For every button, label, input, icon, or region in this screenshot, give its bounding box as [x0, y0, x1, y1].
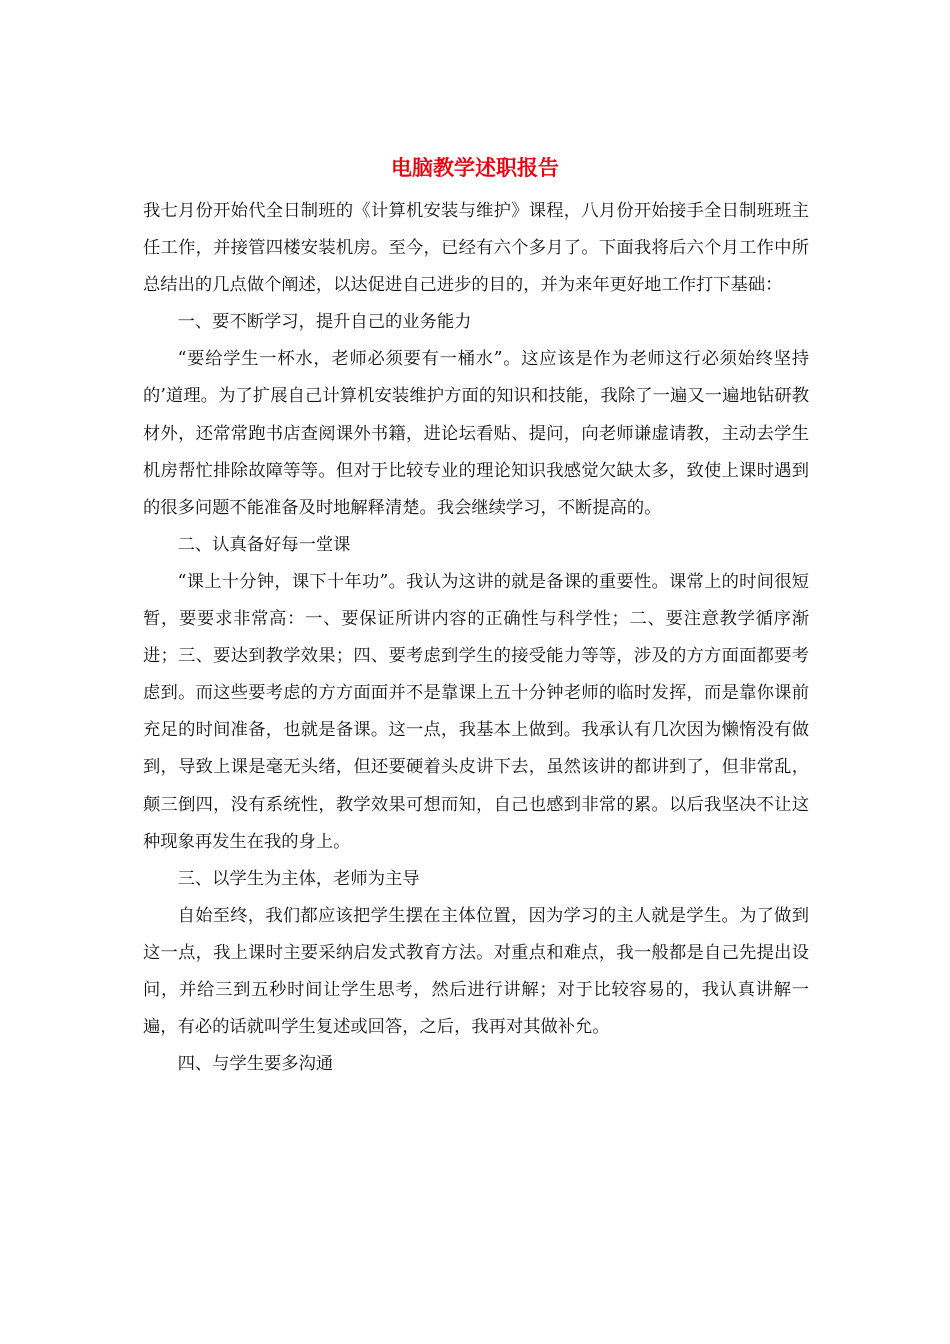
section-heading-1: 一、要不断学习，提升自己的业务能力 [177, 312, 472, 333]
section-heading-2: 二、认真备好每一堂课 [177, 534, 351, 555]
section-paragraph-1: “要给学生一杯水，老师必须要有一桶水”。这应该是作为老师这行必须始终坚持的’道理。为了扩展自己计算机安装维护方面的知识和技能，我除了一遍又一遍地钻研教材外，还常常跑书店查阅课外书籍，进论坛看贴、提问，向老师谦虚请教，主动去学生机房帮忙排除故障等等。但对于比较专业的理论知识我感觉欠缺太多，致使上课时遇到的很多问题不能准备及时地解释清楚。我会继续学习，不断提高的。 [143, 349, 809, 518]
document-body [143, 193, 809, 1083]
document-title: 电脑教学述职报告 [391, 155, 559, 180]
section-paragraph-2: “课上十分钟，课下十年功”。我认为这讲的就是备课的重要性。课常上的时间很短暂，要要求非常高：一、要保证所讲内容的正确性与科学性；二、要注意教学循序渐进；三、要达到教学效果；四、要考虑到学生的接受能力等等，涉及的方方面面都要考虑到。而这些要考虑的方方面面并不是靠课上五十分钟老师的临时发挥，而是靠你课前充足的时间准备，也就是备课。这一点，我基本上做到。我承认有几次因为懒惰没有做到，导致上课是毫无头绪，但还要硬着头皮讲下去，虽然该讲的都讲到了，但非常乱，颠三倒四，没有系统性，教学效果可想而知，自己也感到非常的累。以后我坚决不让这种现象再发生在我的身上。 [143, 571, 809, 852]
intro-paragraph: 我七月份开始代全日制班的《计算机安装与维护》课程，八月份开始接手全日制班班主任工作，并接管四楼安装机房。至今，已经有六个多月了。下面我将后六个月工作中所总结出的几点做个阐述，以达促进自己进步的目的，并为来年更好地工作打下基础： [143, 201, 809, 296]
section-paragraph-3: 自始至终，我们都应该把学生摆在主体位置，因为学习的主人就是学生。为了做到这一点，我上课时主要采纳启发式教育方法。对重点和难点，我一般都是自己先提出设问，并给三到五秒时间让学生思考，然后进行讲解；对于比较容易的，我认真讲解一遍，有必的话就叫学生复述或回答，之后，我再对其做补允。 [143, 905, 809, 1038]
section-heading-3: 三、以学生为主体，老师为主导 [177, 868, 420, 889]
section-heading-4: 四、与学生要多沟通 [177, 1054, 334, 1075]
